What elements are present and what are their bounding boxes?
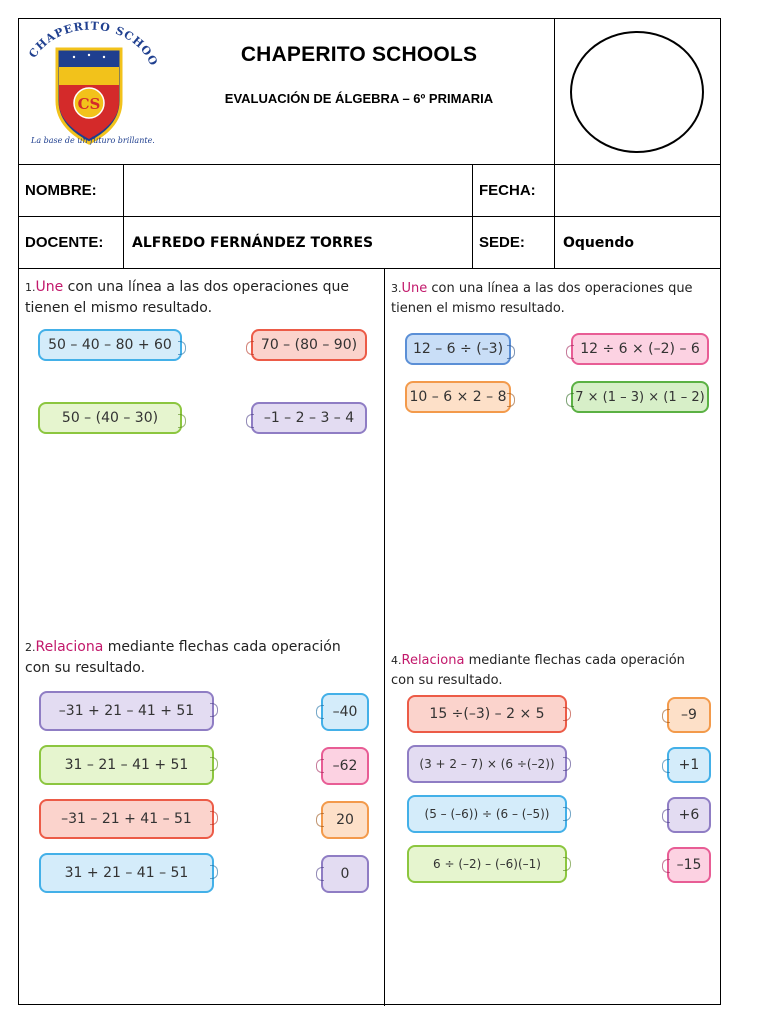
header bbox=[19, 19, 720, 165]
q2-op-1[interactable]: –31 + 21 – 41 + 51 bbox=[39, 691, 214, 731]
school-logo bbox=[19, 19, 164, 165]
q2-op-4[interactable]: 31 + 21 – 41 – 51 bbox=[39, 853, 214, 893]
q1-op-4[interactable]: –1 – 2 – 3 – 4 bbox=[251, 402, 367, 434]
q4-result-3[interactable]: +6 bbox=[667, 797, 711, 833]
q4-op-4[interactable]: 6 ÷ (–2) – (–6)(–1) bbox=[407, 845, 567, 883]
q4-op-1[interactable]: 15 ÷(–3) – 2 × 5 bbox=[407, 695, 567, 733]
q3-op-4[interactable]: 7 × (1 – 3) × (1 – 2) bbox=[571, 381, 709, 413]
name-row bbox=[19, 165, 720, 217]
column-divider bbox=[384, 269, 385, 1006]
q3-op-2[interactable]: 12 ÷ 6 × (–2) – 6 bbox=[571, 333, 709, 365]
q4-result-4[interactable]: –15 bbox=[667, 847, 711, 883]
grade-cell bbox=[554, 19, 722, 165]
q1-op-2[interactable]: 70 – (80 – 90) bbox=[251, 329, 367, 361]
sede-value: Oquendo bbox=[563, 234, 634, 251]
q3-op-1[interactable]: 12 – 6 ÷ (–3) bbox=[405, 333, 511, 365]
q2-result-1[interactable]: –40 bbox=[321, 693, 369, 731]
docente-label: DOCENTE: bbox=[25, 234, 104, 251]
title-block bbox=[164, 19, 554, 165]
q3-statement: 3.Une con una línea a las dos operaciones que tienen el mismo resultado. bbox=[391, 281, 693, 316]
q1-op-3[interactable]: 50 – (40 – 30) bbox=[38, 402, 182, 434]
q2-result-3[interactable]: 20 bbox=[321, 801, 369, 839]
school-name: CHAPERITO SCHOOLS bbox=[240, 43, 478, 66]
q2-result-2[interactable]: –62 bbox=[321, 747, 369, 785]
q2-op-3[interactable]: –31 – 21 + 41 – 51 bbox=[39, 799, 214, 839]
fecha-label: FECHA: bbox=[479, 182, 536, 199]
logo-tagline: La base de un futuro brillante. bbox=[31, 136, 155, 145]
teacher-row bbox=[19, 217, 720, 269]
q2-statement: 2.Relaciona mediante flechas cada operación con su resultado. bbox=[25, 639, 341, 676]
q4-op-2[interactable]: (3 + 2 – 7) × (6 ÷(–2)) bbox=[407, 745, 567, 783]
q3-op-3[interactable]: 10 – 6 × 2 – 8 bbox=[405, 381, 511, 413]
grade-circle[interactable] bbox=[570, 31, 704, 153]
fecha-field[interactable] bbox=[554, 165, 722, 216]
sede-label: SEDE: bbox=[479, 234, 525, 251]
exam-title: EVALUACIÓN DE ÁLGEBRA – 6º PRIMARIA bbox=[224, 91, 494, 106]
logo-monogram: CS bbox=[77, 95, 101, 113]
nombre-field[interactable] bbox=[123, 165, 472, 216]
q2-op-2[interactable]: 31 – 21 – 41 + 51 bbox=[39, 745, 214, 785]
q4-statement: 4.Relaciona mediante flechas cada operación con su resultado. bbox=[391, 653, 685, 688]
q2-result-4[interactable]: 0 bbox=[321, 855, 369, 893]
q1-statement: 1.Une con una línea a las dos operaciones que tienen el mismo resultado. bbox=[25, 279, 349, 316]
docente-value: ALFREDO FERNÁNDEZ TORRES bbox=[132, 234, 374, 251]
exercises-area bbox=[19, 269, 720, 1006]
nombre-label: NOMBRE: bbox=[25, 182, 97, 199]
q4-result-2[interactable]: +1 bbox=[667, 747, 711, 783]
crest-icon bbox=[19, 19, 164, 165]
q1-op-1[interactable]: 50 – 40 – 80 + 60 bbox=[38, 329, 182, 361]
q4-result-1[interactable]: –9 bbox=[667, 697, 711, 733]
exam-sheet bbox=[18, 18, 721, 1005]
logo-arc-text: CHAPERITO SCHOO bbox=[26, 19, 161, 69]
q4-op-3[interactable]: (5 – (–6)) ÷ (6 – (–5)) bbox=[407, 795, 567, 833]
